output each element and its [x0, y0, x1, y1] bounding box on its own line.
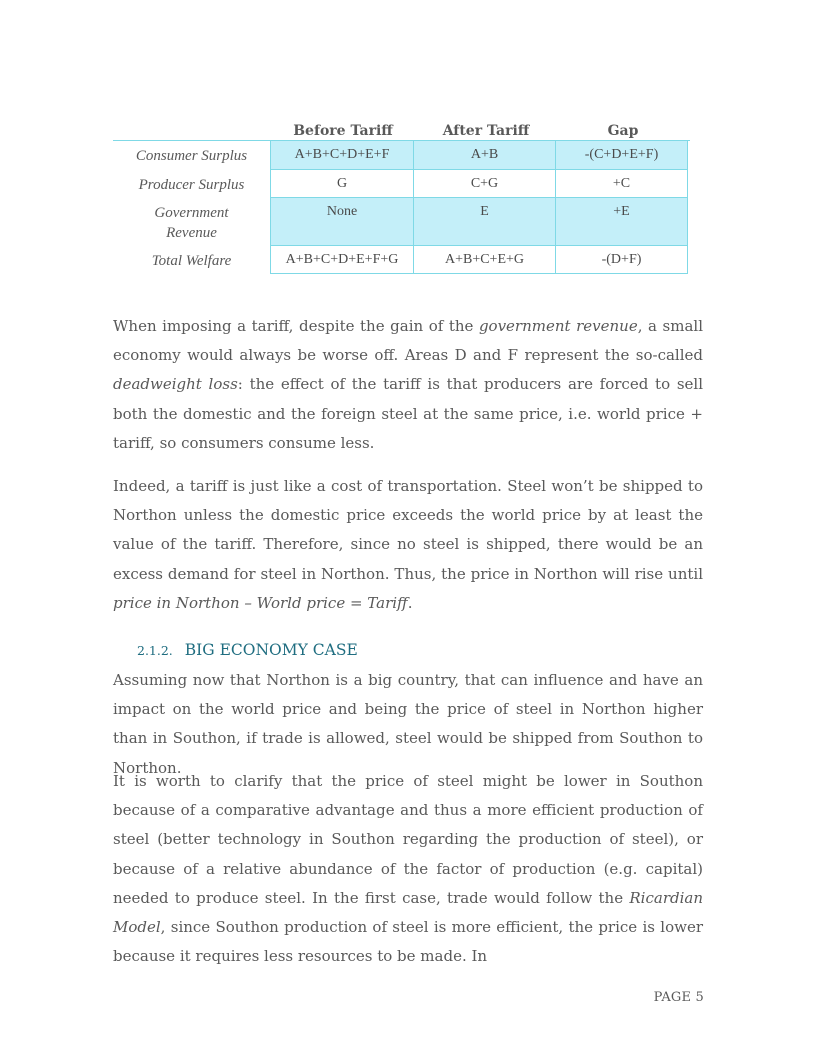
table-row-government-revenue: [113, 198, 690, 246]
cell-before: None: [270, 198, 414, 246]
p4-text-a: It is worth to clarify that the price of steel might be lower in Southon because of a comparative advantage and thus a more efficient production of steel (better technology in Southon regarding the production of steel), or because of a relative abundance of the factor of production (e.g. capital) needed to produce steel. In the first case, trade would follow the: [113, 772, 703, 907]
cell-after: A+B: [414, 141, 556, 170]
p2-text-a: Indeed, a tariff is just like a cost of transportation. Steel won’t be shipped to Northon unless the domestic price exceeds the world price by at least the value of the tariff. Therefore, since no steel is shipped, there would be an excess demand for steel in Northon. Thus, the price in Northon will rise until: [113, 477, 703, 583]
p4-emphasis-ricardian-model: Ricardian Model: [113, 888, 703, 937]
row-label: Producer Surplus: [138, 177, 245, 193]
row-label: Total Welfare: [151, 253, 232, 269]
paragraph-comparative-advantage: [113, 767, 703, 971]
cell-gap: +C: [556, 170, 688, 198]
p1-text-c: , a small economy would always be worse off. Areas D and F represent the so-called: [113, 317, 703, 365]
cell-after: C+G: [414, 170, 556, 198]
welfare-table: [113, 118, 690, 274]
section-number: 2.1.2.: [137, 643, 173, 658]
paragraph-deadweight-loss: [113, 312, 703, 458]
header-gap: Gap: [607, 123, 639, 139]
section-title: BIG ECONOMY CASE: [184, 641, 358, 659]
paragraph-transport-cost: [113, 472, 703, 618]
cell-gap: -(C+D+E+F): [556, 141, 688, 170]
cell-before: G: [270, 170, 414, 198]
table-row-total-welfare: [113, 246, 690, 274]
page-number: PAGE 5: [653, 990, 704, 1005]
row-label: [113, 198, 270, 246]
cell-before: A+B+C+D+E+F: [270, 141, 414, 170]
p2-text-c: .: [407, 593, 413, 612]
section-heading: [137, 638, 358, 663]
row-label: Consumer Surplus: [113, 141, 270, 170]
row-label-line-1: Government: [154, 205, 229, 221]
cell-after: A+B+C+E+G: [414, 246, 556, 274]
table-header-row: [113, 118, 690, 141]
cell-before: A+B+C+D+E+F+G: [270, 246, 414, 274]
p1-emphasis-government-revenue: government revenue: [478, 317, 638, 335]
cell-gap: -(D+F): [556, 246, 688, 274]
cell-after: E: [414, 198, 556, 246]
header-before-tariff: Before Tariff: [293, 123, 393, 139]
p1-emphasis-deadweight-loss: deadweight loss: [113, 375, 238, 394]
p2-emphasis-formula: price in Northon – World price = Tariff: [113, 593, 408, 612]
row-label-line-2: Revenue: [166, 225, 217, 241]
table-header-stub: [113, 118, 271, 140]
p1-text-e: : the effect of the tariff is that producers are forced to sell both the domestic and the foreign steel at the same price, i.e. world price + tariff, so consumers consume less.: [113, 375, 703, 452]
header-after-tariff: After Tariff: [442, 123, 530, 139]
paragraph-big-country: Assuming now that Northon is a big country, that can influence and have an impact on the world price and being the price of steel in Northon higher than in Southon, if trade is allowed, steel would be shipped from Southon to Northon.: [113, 671, 703, 777]
p4-text-c: , since Southon production of steel is more efficient, the price is lower because it requires less resources to be made. In: [113, 918, 703, 966]
cell-gap: +E: [556, 198, 688, 246]
table-row-consumer-surplus: [113, 141, 690, 170]
table-row-producer-surplus: [113, 170, 690, 198]
p1-text-a: When imposing a tariff, despite the gain of the: [113, 317, 479, 335]
